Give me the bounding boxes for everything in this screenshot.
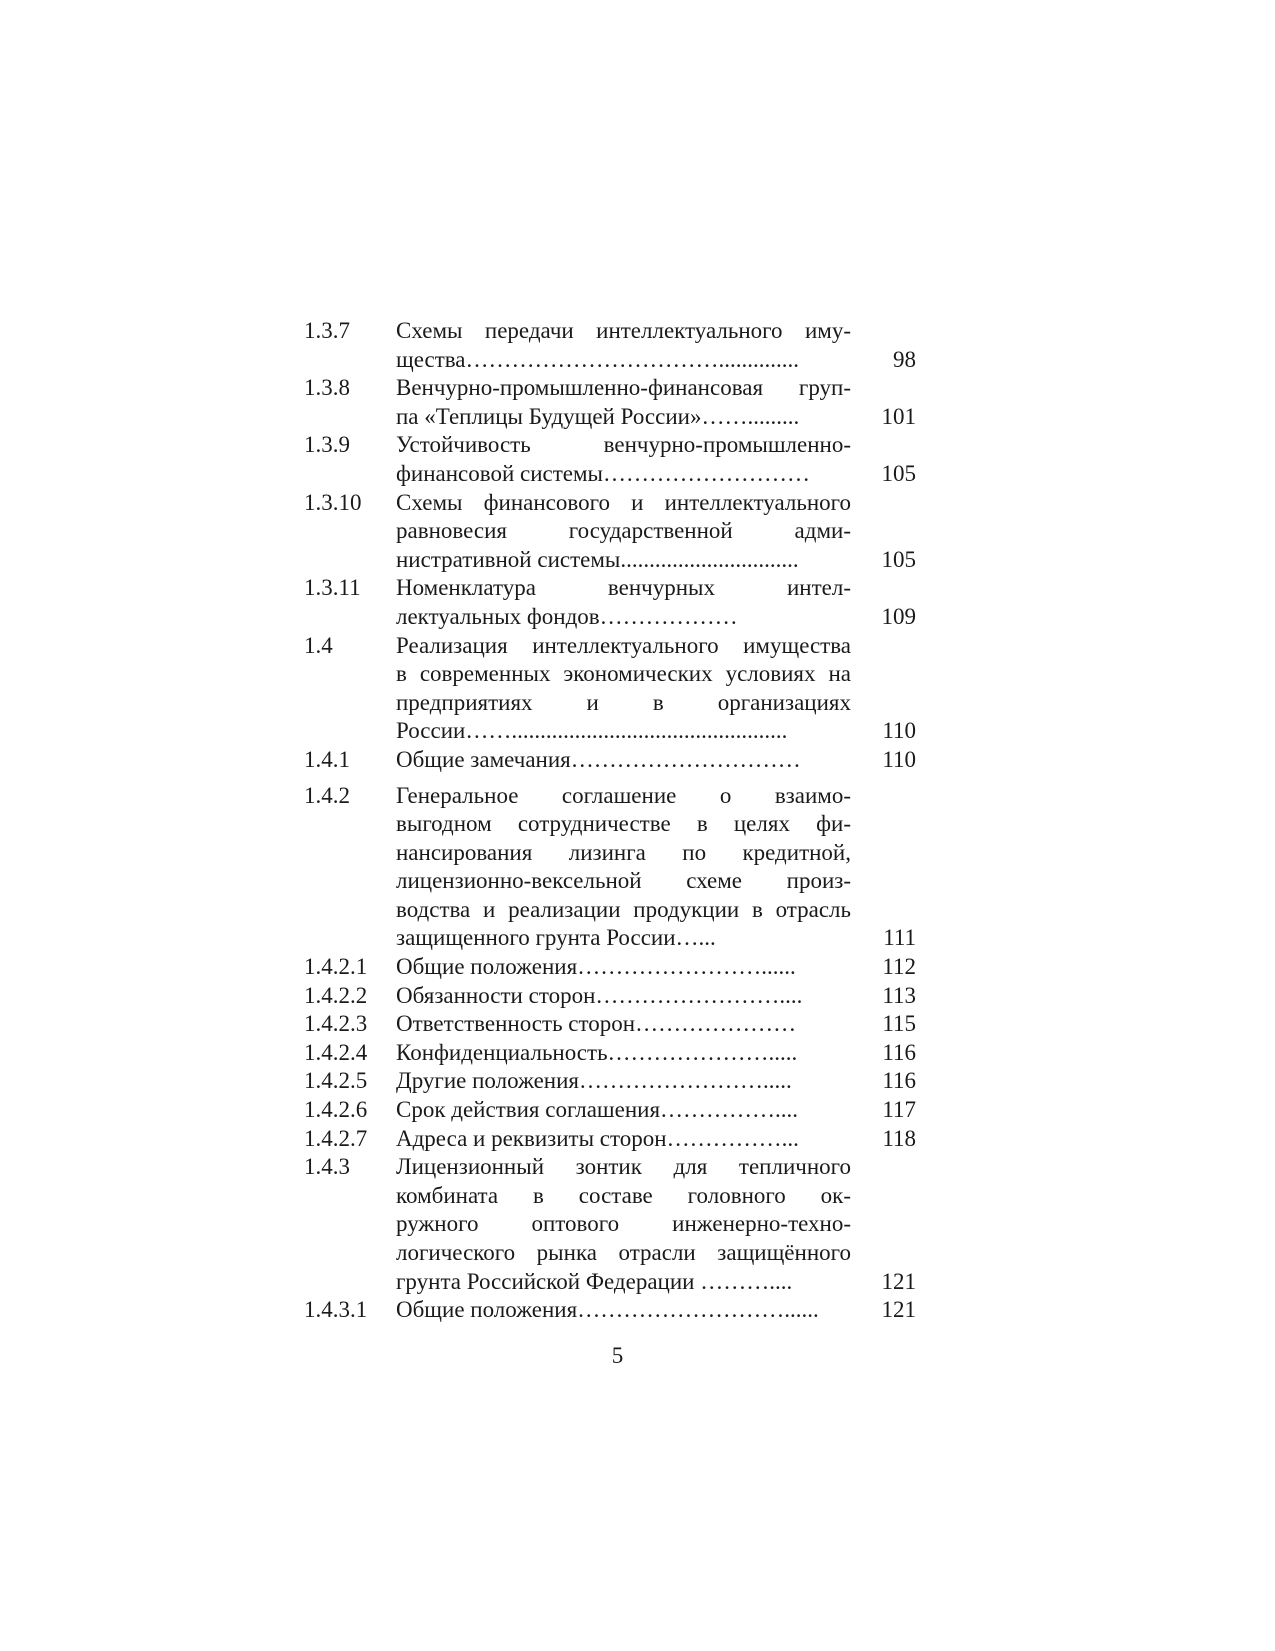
toc-entry: [304, 574, 924, 631]
toc-entry: [304, 782, 924, 954]
toc-entry-number: 1.3.8: [304, 375, 350, 401]
toc-entry-title-line: водства и реализации продукции в отрасль: [396, 896, 851, 922]
toc-entry-title-line: комбината в составе головного ок-: [396, 1182, 851, 1208]
toc-entry-number: 1.4.2.4: [304, 1039, 368, 1065]
toc-entry: [304, 317, 924, 374]
toc-entry-title: [396, 953, 851, 982]
toc-entry-title: [396, 574, 851, 631]
toc-entry-title-line: Реализация интеллектуального имущества: [396, 632, 851, 658]
toc-entry-page: 109: [881, 603, 916, 629]
toc-entry-title: [396, 1296, 851, 1325]
toc-entry-title: [396, 431, 851, 488]
toc-entry-page: 111: [883, 925, 916, 951]
toc-entry-title-line: Конфиденциальность………………….....: [396, 1039, 798, 1065]
toc-entry-title: [396, 782, 851, 954]
toc-entry-number: 1.3.9: [304, 432, 350, 458]
toc-entry-title-line: Ответственность сторон…………………: [396, 1011, 797, 1037]
toc-entry-title-line: равновесия государственной адми-: [396, 518, 851, 544]
toc-entry-page: 112: [882, 954, 916, 980]
toc-entry: [304, 1067, 924, 1096]
toc-entry: [304, 489, 924, 575]
toc-entry-page: 98: [893, 346, 916, 372]
toc-entry: [304, 1296, 924, 1325]
toc-entry-title-line: ружного оптового инженерно-техно-: [396, 1211, 851, 1237]
toc-entry-title: [396, 1125, 851, 1154]
toc-entry-page: 116: [882, 1068, 916, 1094]
toc-entry-title-line: Общие положения………………………......: [396, 1297, 819, 1323]
toc-entry-title-line: России……................................................: [396, 718, 788, 744]
toc-entry: [304, 431, 924, 488]
toc-entry-number: 1.4.2.1: [304, 954, 368, 980]
toc-entry-title-line: Номенклатура венчурных интел-: [396, 575, 851, 601]
toc-entry-number: 1.4.3.1: [304, 1297, 368, 1323]
toc-entry-number: 1.4: [304, 632, 333, 658]
toc-entry-number: 1.3.7: [304, 318, 350, 343]
toc-entry-title: [396, 1039, 851, 1068]
toc-entry-title: [396, 1067, 851, 1096]
toc-entry: [304, 1039, 924, 1068]
toc-entry-title-line: в современных экономических условиях на: [396, 661, 851, 687]
toc-entry-number: 1.3.11: [304, 575, 361, 601]
toc-entry-page: 110: [882, 746, 916, 772]
toc-entry-page: 113: [882, 982, 916, 1008]
toc-entry-page: 118: [882, 1125, 916, 1151]
toc-entry: [304, 1125, 924, 1154]
toc-entry: [304, 1153, 924, 1296]
toc-entry-title: [396, 1010, 851, 1039]
toc-entry-title-line: лектуальных фондов………………: [396, 603, 738, 629]
toc-entry-number: 1.4.2.3: [304, 1011, 368, 1037]
toc-entry-title-line: Венчурно-промышленно-финансовая груп-: [396, 375, 851, 401]
toc-entry-title-line: Генеральное соглашение о взаимо-: [396, 782, 851, 808]
toc-entry-title: [396, 632, 851, 746]
toc-entry-number: 1.4.2.6: [304, 1097, 368, 1123]
toc-entry-title-line: нансирования лизинга по кредитной,: [396, 839, 851, 865]
toc-entry-title: [396, 1153, 851, 1296]
table-of-contents: [304, 317, 924, 1325]
toc-entry: [304, 953, 924, 982]
page-number: 5: [611, 1343, 624, 1368]
toc-entry-title-line: Адреса и реквизиты сторон……………...: [396, 1125, 799, 1151]
toc-entry-number: 1.4.2.7: [304, 1125, 368, 1151]
toc-entry: [304, 746, 924, 775]
toc-entry: [304, 374, 924, 431]
toc-entry-title-line: па «Теплицы Будущей России»…….........: [396, 403, 800, 429]
toc-entry-number: 1.4.1: [304, 746, 350, 772]
toc-entry-title-line: Другие положения…………………….....: [396, 1068, 792, 1094]
toc-entry: [304, 982, 924, 1011]
toc-entry: [304, 632, 924, 746]
toc-entry-title-line: логического рынка отрасли защищённого: [396, 1240, 851, 1265]
toc-entry-number: 1.4.2: [304, 782, 350, 808]
toc-entry-title-line: Обязанности сторон……………………....: [396, 982, 803, 1008]
toc-entry-title-line: выгодном сотрудничестве в целях фи-: [396, 811, 851, 837]
toc-entry-title-line: щества……………………………..............: [396, 346, 800, 372]
toc-entry-title-line: Устойчивость венчурно-промышленно-: [396, 432, 851, 458]
toc-entry-title-line: грунта Российской Федерации ………....: [396, 1268, 793, 1294]
toc-entry-title: [396, 1096, 851, 1125]
toc-entry-title: [396, 374, 851, 431]
toc-entry-title-line: финансовой системы………………………: [396, 460, 810, 486]
toc-entry-title-line: защищенного грунта России…...: [396, 925, 716, 951]
toc-entry-title: [396, 746, 851, 775]
toc-entry-page: 115: [882, 1011, 916, 1037]
toc-entry: [304, 1010, 924, 1039]
toc-entry-title-line: лицензионно-вексельной схеме произ-: [396, 868, 851, 894]
toc-entry-number: 1.4.2.5: [304, 1068, 368, 1094]
toc-entry-page: 105: [881, 546, 916, 572]
toc-entry-title-line: Схемы передачи интеллектуального иму-: [396, 318, 851, 343]
toc-entry-page: 101: [881, 403, 916, 429]
toc-entry-title-line: нистративной системы...............................: [396, 546, 799, 572]
toc-entry-title-line: предприятиях и в организациях: [396, 689, 851, 715]
toc-entry-title-line: Срок действия соглашения……………....: [396, 1097, 799, 1123]
toc-entry-title-line: Лицензионный зонтик для тепличного: [396, 1154, 851, 1180]
toc-entry-page: 110: [882, 718, 916, 744]
toc-entry-title-line: Схемы финансового и интеллектуального: [396, 489, 851, 515]
toc-entry-page: 121: [881, 1268, 916, 1294]
toc-entry-page: 116: [882, 1039, 916, 1065]
toc-entry-title-line: Общие замечания…………………………: [396, 746, 801, 772]
toc-entry-number: 1.4.3: [304, 1154, 350, 1180]
toc-entry-title: [396, 982, 851, 1011]
toc-entry-title: [396, 489, 851, 575]
toc-entry-page: 121: [881, 1297, 916, 1323]
toc-entry-page: 117: [882, 1097, 916, 1123]
toc-entry-page: 105: [881, 460, 916, 486]
toc-entry-number: 1.4.2.2: [304, 982, 368, 1008]
toc-entry-title-line: Общие положения……………………......: [396, 954, 796, 980]
toc-entry: [304, 1096, 924, 1125]
toc-entry-number: 1.3.10: [304, 489, 362, 515]
toc-entry-title: [396, 317, 851, 374]
